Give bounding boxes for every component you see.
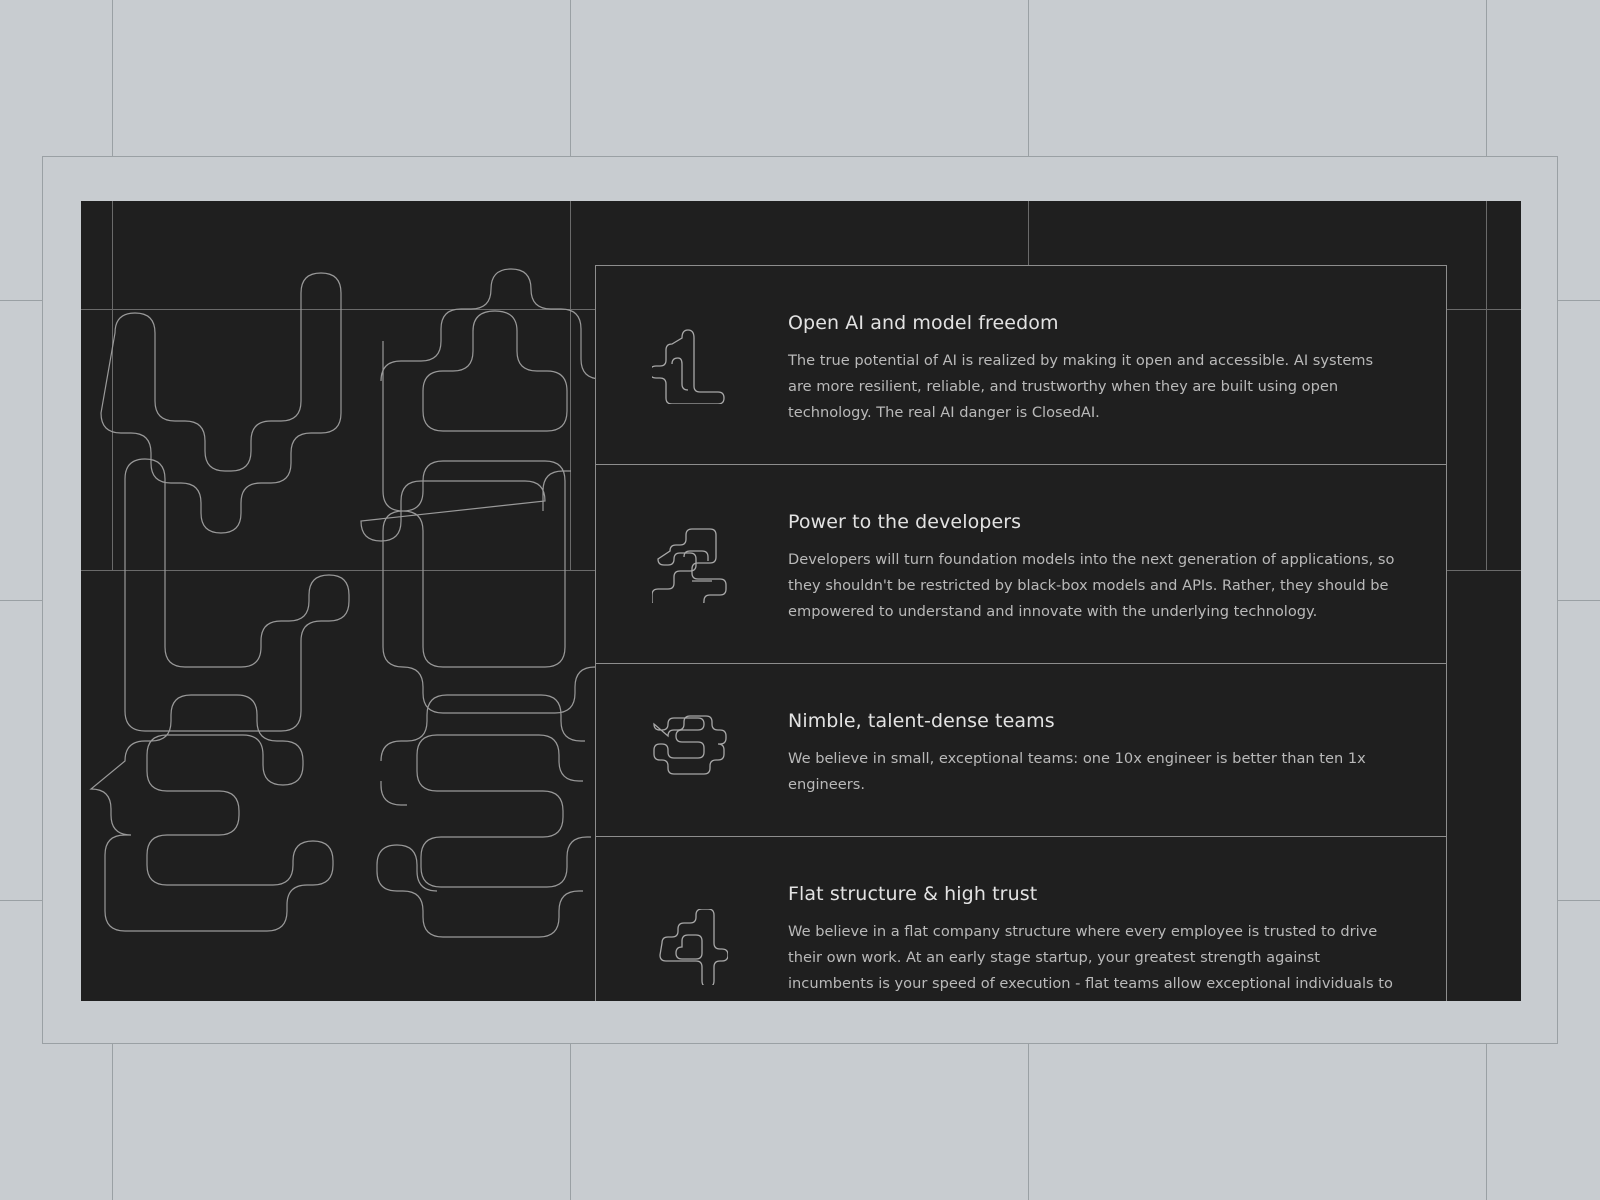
principle-title: Open AI and model freedom [788,312,1059,334]
principle-item [596,837,1446,1001]
principle-title: Nimble, talent-dense teams [788,710,1055,732]
digit-3-outline-icon [652,714,728,790]
principle-body: We believe in small, exceptional teams: one 10x engineer is better than ten 1x engineers. [788,750,1366,793]
principle-title: Power to the developers [788,511,1022,533]
principles-list [595,265,1447,1001]
card-grid-v3 [1028,201,1029,265]
principle-item [596,465,1446,664]
principle-body: Developers will turn foundation models into the next generation of applications, so they shouldn't be restricted by black-box models and APIs. Rather, they should be empowered to understand and innovate with the underlying technology. [788,551,1395,620]
digit-2-outline-icon [652,527,728,603]
card-grid-v4 [1486,201,1487,571]
principle-title: Flat structure & high trust [788,883,1038,905]
principle-body: The true potential of AI is realized by making it open and accessible. AI systems are more resilient, reliable, and trustworthy when they are built using open technology. The real AI danger is ClosedAI. [788,352,1374,421]
principles-card [81,201,1521,1001]
outlined-blob-letters-icon [81,201,601,1001]
digit-1-outline-icon [652,328,728,404]
digit-4-outline-icon [652,909,728,985]
principle-body: We believe in a flat company structure where every employee is trusted to drive their own work. At an early stage startup, your greatest strength against incumbents is your speed of execution - flat teams allow exceptional individuals to [788,923,1393,992]
principle-item [596,266,1446,465]
principle-item [596,664,1446,837]
